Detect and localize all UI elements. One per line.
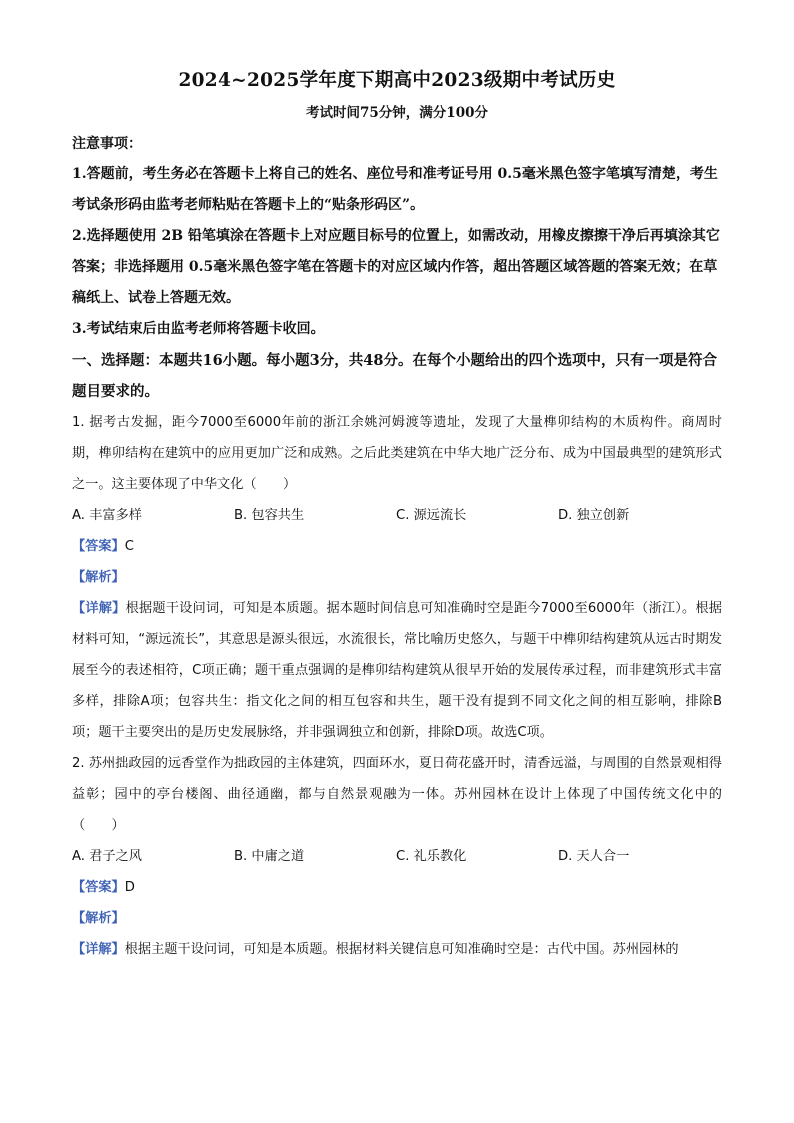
analysis-label: 【解析】: [72, 911, 125, 926]
answer-label: 【答案】: [72, 880, 125, 895]
notice-item-1: 1.答题前，考生务必在答题卡上将自己的姓名、座位号和准考证号用 0.5毫米黑色签字笔填写清楚，考生考试条形码由监考老师粘贴在答题卡上的“贴条形码区”。: [72, 166, 718, 213]
exam-time-subtitle: 考试时间75分钟，满分100分: [306, 105, 488, 121]
analysis-label: 【解析】: [72, 570, 125, 585]
question-1: [72, 407, 722, 748]
question-stem: 2. 苏州拙政园的远香堂作为拙政园的主体建筑，四面环水，夏日荷花盛开时，清香远溢，与周围的自然景观相得益彰；园中的亭台楼阁、曲径通幽，都与自然景观融为一体。苏州园林在设计上体现了中国传统文化中的（ ）: [72, 756, 722, 833]
answer-value: C: [124, 539, 134, 554]
detail-label: 【详解】: [72, 942, 125, 957]
answer-line: [72, 531, 722, 562]
section-heading: 一、选择题：本题共16小题。每小题3分，共48分。在每个小题给出的四个选项中，只有一项是符合题目要求的。: [72, 352, 717, 400]
analysis-line: [72, 562, 722, 593]
answer-value: D: [124, 880, 135, 895]
option-d: D. 天人合一: [558, 849, 630, 864]
detail-text: 根据主题干设问词，可知是本质题。根据材料关键信息可知准确时空是：古代中国。苏州园林的: [124, 942, 679, 957]
option-b: B. 包容共生: [234, 508, 305, 523]
detail-text: 根据题干设问词，可知是本质题。据本题时间信息可知准确时空是距今7000至6000年（浙江）。根据材料可知，“源远流长”，其意思是源头很远，水流很长，常比喻历史悠久，与题干中榫卯结构建筑从远古时期发展至今的表述相符，C项正确；题干重点强调的是榫卯结构建筑从很早开始的发展传承过程，而非建筑形式丰富多样，排除A项；包容共生：指文化之间的相互包容和共生，题干没有提到不同文化之间的相互影响，排除B项；题干主要突出的是历史发展脉络，并非强调独立和创新，排除D项。故选C项。: [72, 601, 722, 740]
detail-paragraph: [72, 593, 722, 748]
question-stem: 1. 据考古发掘，距今7000至6000年前的浙江余姚河姆渡等遗址，发现了大量榫卯结构的木质构件。商周时期，榫卯结构在建筑中的应用更加广泛和成熟。之后此类建筑在中华大地广泛分布、成为中国最典型的建筑形式之一。这主要体现了中华文化（ ）: [72, 415, 722, 492]
question-2: [72, 748, 722, 965]
options-row: [72, 500, 722, 531]
option-a: A. 丰富多样: [72, 508, 142, 523]
option-b: B. 中庸之道: [234, 849, 305, 864]
notice-item-2: 2.选择题使用 2B 铅笔填涂在答题卡上对应题目标号的位置上，如需改动，用橡皮擦擦干净后再填涂其它答案；非选择题用 0.5毫米黑色签字笔在答题卡的对应区域内作答，超出答题区域答题的答案无效；在草稿纸上、试卷上答题无效。: [72, 228, 720, 306]
notice-item-3: 3.考试结束后由监考老师将答题卡收回。: [72, 321, 325, 337]
page-title: 2024~2025学年度下期高中2023级期中考试历史: [178, 70, 616, 91]
option-d: D. 独立创新: [558, 508, 630, 523]
analysis-line: [72, 903, 722, 934]
detail-paragraph: [72, 934, 722, 965]
exam-page: [72, 66, 722, 965]
detail-label: 【详解】: [72, 601, 126, 616]
option-c: C. 礼乐教化: [396, 849, 467, 864]
answer-label: 【答案】: [72, 539, 125, 554]
options-row: [72, 841, 722, 872]
option-a: A. 君子之风: [72, 849, 142, 864]
option-c: C. 源远流长: [396, 508, 467, 523]
answer-line: [72, 872, 722, 903]
notice-heading: 注意事项：: [72, 136, 142, 152]
